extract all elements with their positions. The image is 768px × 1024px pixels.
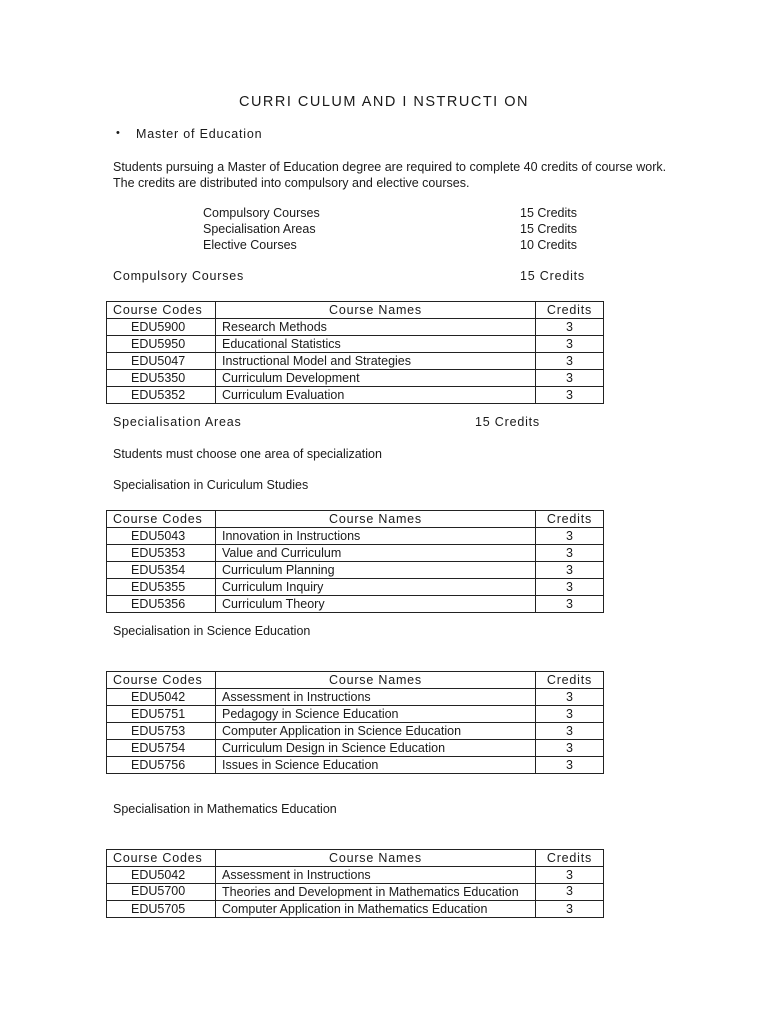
- table-row: [107, 387, 604, 404]
- course-code: EDU5354: [107, 562, 216, 579]
- course-name: Computer Application in Mathematics Education: [216, 901, 536, 918]
- course-code: EDU5042: [107, 867, 216, 884]
- course-name: Educational Statistics: [216, 336, 536, 353]
- page-title: CURRI CULUM AND I NSTRUCTI ON: [238, 94, 529, 110]
- course-credits: 3: [536, 370, 604, 387]
- intro-paragraph: Students pursuing a Master of Education degree are required to complete 40 credits of course work. The credits are distributed into compulsory and elective courses.: [113, 160, 667, 190]
- table-row: [107, 757, 604, 774]
- course-code: EDU5756: [107, 757, 216, 774]
- compulsory-heading: Compulsory Courses: [113, 269, 245, 283]
- curriculum-studies-heading: Specialisation in Curiculum Studies: [113, 478, 309, 492]
- course-code: EDU5751: [107, 706, 216, 723]
- course-code: EDU5753: [107, 723, 216, 740]
- course-code: EDU5355: [107, 579, 216, 596]
- course-credits: 3: [536, 545, 604, 562]
- course-name: Curriculum Evaluation: [216, 387, 536, 404]
- table-row: [107, 596, 604, 613]
- course-name: Pedagogy in Science Education: [216, 706, 536, 723]
- header-course-names: Course Names: [216, 302, 536, 319]
- specialisation-heading: Specialisation Areas: [113, 415, 242, 429]
- course-credits: 3: [536, 579, 604, 596]
- program-name: Master of Education: [136, 127, 263, 141]
- header-credits: Credits: [536, 672, 604, 689]
- course-name: Curriculum Design in Science Education: [216, 740, 536, 757]
- header-credits: Credits: [536, 511, 604, 528]
- table-row: [107, 884, 604, 901]
- table-row: [107, 353, 604, 370]
- course-name: Innovation in Instructions: [216, 528, 536, 545]
- mathematics-education-table: [106, 849, 604, 918]
- table-row: [107, 579, 604, 596]
- summary-label: Compulsory Courses: [203, 206, 320, 220]
- course-code: EDU5950: [107, 336, 216, 353]
- header-course-codes: Course Codes: [107, 672, 216, 689]
- course-code: EDU5042: [107, 689, 216, 706]
- science-education-table: [106, 671, 604, 774]
- course-name: Computer Application in Science Education: [216, 723, 536, 740]
- science-education-heading: Specialisation in Science Education: [113, 624, 311, 638]
- mathematics-education-heading: Specialisation in Mathematics Education: [113, 802, 337, 816]
- summary-value: 15 Credits: [520, 222, 577, 236]
- course-code: EDU5356: [107, 596, 216, 613]
- course-credits: 3: [536, 884, 604, 901]
- header-course-codes: Course Codes: [107, 302, 216, 319]
- table-row: [107, 689, 604, 706]
- course-credits: 3: [536, 387, 604, 404]
- course-credits: 3: [536, 562, 604, 579]
- course-name: Value and Curriculum: [216, 545, 536, 562]
- course-credits: 3: [536, 319, 604, 336]
- summary-value: 10 Credits: [520, 238, 577, 252]
- table-row: [107, 336, 604, 353]
- table-row: [107, 867, 604, 884]
- course-code: EDU5700: [107, 884, 216, 901]
- table-row: [107, 706, 604, 723]
- course-code: EDU5353: [107, 545, 216, 562]
- bullet-icon: •: [116, 127, 120, 139]
- header-course-codes: Course Codes: [107, 850, 216, 867]
- course-code: EDU5043: [107, 528, 216, 545]
- course-code: EDU5352: [107, 387, 216, 404]
- course-credits: 3: [536, 528, 604, 545]
- table-header-row: [107, 302, 604, 319]
- course-credits: 3: [536, 336, 604, 353]
- course-credits: 3: [536, 706, 604, 723]
- course-credits: 3: [536, 867, 604, 884]
- course-name: Curriculum Planning: [216, 562, 536, 579]
- table-row: [107, 740, 604, 757]
- course-credits: 3: [536, 689, 604, 706]
- header-course-names: Course Names: [216, 511, 536, 528]
- course-code: EDU5900: [107, 319, 216, 336]
- specialisation-note: Students must choose one area of specialization: [113, 447, 382, 461]
- summary-label: Specialisation Areas: [203, 222, 316, 236]
- course-credits: 3: [536, 901, 604, 918]
- course-name: Curriculum Development: [216, 370, 536, 387]
- header-course-names: Course Names: [216, 672, 536, 689]
- course-credits: 3: [536, 596, 604, 613]
- header-credits: Credits: [536, 302, 604, 319]
- table-row: [107, 562, 604, 579]
- course-name: Assessment in Instructions: [216, 689, 536, 706]
- course-name: Theories and Development in Mathematics Education: [216, 884, 536, 901]
- table-row: [107, 545, 604, 562]
- course-name: Assessment in Instructions: [216, 867, 536, 884]
- course-credits: 3: [536, 740, 604, 757]
- summary-value: 15 Credits: [520, 206, 577, 220]
- curriculum-studies-table: [106, 510, 604, 613]
- course-code: EDU5754: [107, 740, 216, 757]
- course-credits: 3: [536, 723, 604, 740]
- table-row: [107, 723, 604, 740]
- course-name: Instructional Model and Strategies: [216, 353, 536, 370]
- table-row: [107, 370, 604, 387]
- table-row: [107, 901, 604, 918]
- course-code: EDU5047: [107, 353, 216, 370]
- table-header-row: [107, 511, 604, 528]
- summary-label: Elective Courses: [203, 238, 297, 252]
- course-name: Curriculum Inquiry: [216, 579, 536, 596]
- course-code: EDU5705: [107, 901, 216, 918]
- course-credits: 3: [536, 353, 604, 370]
- header-course-names: Course Names: [216, 850, 536, 867]
- table-header-row: [107, 850, 604, 867]
- table-row: [107, 528, 604, 545]
- compulsory-courses-table: [106, 301, 604, 404]
- table-row: [107, 319, 604, 336]
- header-course-codes: Course Codes: [107, 511, 216, 528]
- course-name: Curriculum Theory: [216, 596, 536, 613]
- course-credits: 3: [536, 757, 604, 774]
- course-code: EDU5350: [107, 370, 216, 387]
- header-credits: Credits: [536, 850, 604, 867]
- table-header-row: [107, 672, 604, 689]
- compulsory-credits: 15 Credits: [520, 269, 585, 283]
- course-name: Issues in Science Education: [216, 757, 536, 774]
- specialisation-credits: 15 Credits: [475, 415, 540, 429]
- course-name: Research Methods: [216, 319, 536, 336]
